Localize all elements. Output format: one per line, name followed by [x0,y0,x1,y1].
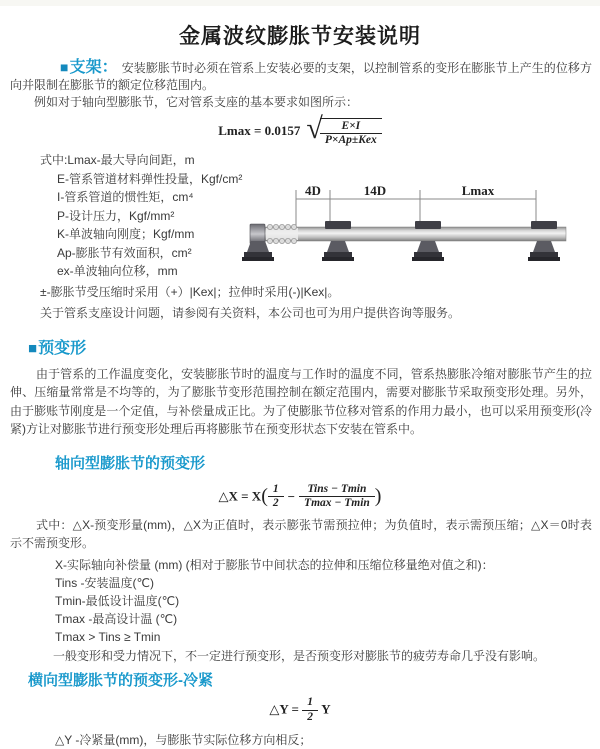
top-border [0,0,600,6]
blue-square-icon: ■ [60,59,69,75]
page-title: 金属波纹膨胀节安装说明 [179,25,421,48]
definition-line: P-设计压力，Kgf/mm² [57,208,175,223]
temperature-fraction [299,483,375,510]
definition-line: E-管系管道材料弹性投量，Kgf/cm² [57,171,243,186]
predeform-section-heading [28,335,600,358]
lmax-formula-numerator: E×I [320,120,382,134]
predeform-paragraph: 由于管系的工作温度变化，安装膨胀节时的温度与工作时的温度不同，管系热膨胀冷缩对膨胀节产生的拉伸、压缩量常常是不均等的，为了膨胀节变形范围控制在额定范围内，需要对膨胀节采取预变形处理。另外，由于膨账节刚度是一个定值，与补偿量成正比。为了使膨胀节位移对管系的作用力最小，也可以采用预变形(冷紧)方让对膨胀节进行预变形处理后再将膨胀节在预变形状态下安装在管系中。 [10,366,592,437]
support-intro-text: 安装膨胀节时必须在管系上安装必要的支架，以控制管系的变形在膨胀节上产生的位移方向并限制在膨胀节的额定位移范围内。 [10,61,592,92]
lateral-formula-note: △Y -冷紧量(mm)，与膨胀节实际位移方向相反； [55,732,312,747]
pipe-support-diagram [248,183,596,283]
axial-definitions-block [0,556,600,646]
definition-line: I-管系管道的惯性矩，cm⁴ [57,190,194,205]
axial-definition-line: Tmax > Tins ≥ Tmin [55,630,161,645]
axial-formula-note: 式中：△X-预变形量(mm)，△X为正值时，表示膨张节需预拉伸；为负值时，表示需预压缩；△X＝0时表示不需预变形。 [10,518,592,551]
axial-definition-line: Tmax -最高设计温 (℃) [55,612,178,627]
pipe [264,227,566,241]
blue-square-icon: ■ [28,339,38,357]
fraction-denominator: 2 [307,710,313,723]
minus-sign: − [287,488,296,504]
definition-line: K-单波轴向刚度；Kgf/mm [57,227,195,242]
definition-line: 式中:Lmax-最大导向间距，m [40,153,195,168]
predeform-heading-text: 预变形 [38,339,87,357]
axial-formula-lhs: △X = X [218,488,262,504]
close-paren: ) [374,485,382,508]
radical-sign-icon: √ [306,112,323,145]
bellows-icon [266,225,298,244]
axial-predeform-heading: 轴向型膨胀节的预变形 [55,454,206,472]
support-intro-paragraph [10,59,592,94]
fraction-denominator: Tmax − Tmin [304,497,370,510]
lateral-predeform-heading: 横向型膨胀节的预变形-冷紧 [28,672,213,690]
lmax-formula-denominator: P×Ap±Kex [324,134,377,147]
fraction-numerator: Tins − Tmin [299,483,375,497]
axial-predeform-formula [0,483,600,510]
consulting-note: 关于管系支座设计问题，请参阅有关资料，本公司也可为用户提供咨询等服务。 [40,305,461,320]
lateral-formula-lhs: △Y = [269,702,299,718]
axial-definition-line: X-实际轴向补偿量 (mm) (相对于膨胀节中间状态的拉伸和压缩位移量绝对值之和)： [55,558,494,573]
fraction-numerator: 1 [268,483,284,497]
lateral-formula-rhs: Y [321,702,331,718]
dim-label-4d: 4D [305,183,321,199]
open-paren: ( [261,485,268,508]
one-half-fraction [268,483,284,510]
symbol-definitions-block [0,151,600,281]
support-example-line: 例如对于轴向型膨胀节，它对管系支座的基本要求如图所示： [34,95,359,109]
lmax-formula [0,112,600,147]
definition-line: Ap-膨胀节有效面积，cm² [57,245,192,260]
dim-label-lmax: Lmax [461,183,495,199]
axial-definition-line: Tmin-最低设计温度(℃) [55,594,180,609]
fraction-denominator: 2 [272,497,279,510]
axial-definition-line: Tins -安装温度(℃) [55,576,155,591]
one-half-fraction [302,696,318,723]
dim-label-14d: 14D [363,183,387,199]
definition-line: ex-单波轴向位移，mm [57,264,178,279]
lmax-formula-lhs: Lmax = 0.0157 [218,123,301,139]
support-section-heading: 支架： [69,59,118,76]
sign-convention-note: ±-膨胀节受压缩时采用（+）|Kex|；拉伸时采用(-)|Kex|。 [40,284,340,299]
axial-closing-note: 一般变形和受力情况下，不一定进行预变形，是否预变形对膨胀节的疲劳寿命几乎没有影响。 [53,649,546,664]
fraction-numerator: 1 [302,696,318,710]
sqrt-radical [306,112,381,147]
lateral-predeform-formula [0,696,600,723]
